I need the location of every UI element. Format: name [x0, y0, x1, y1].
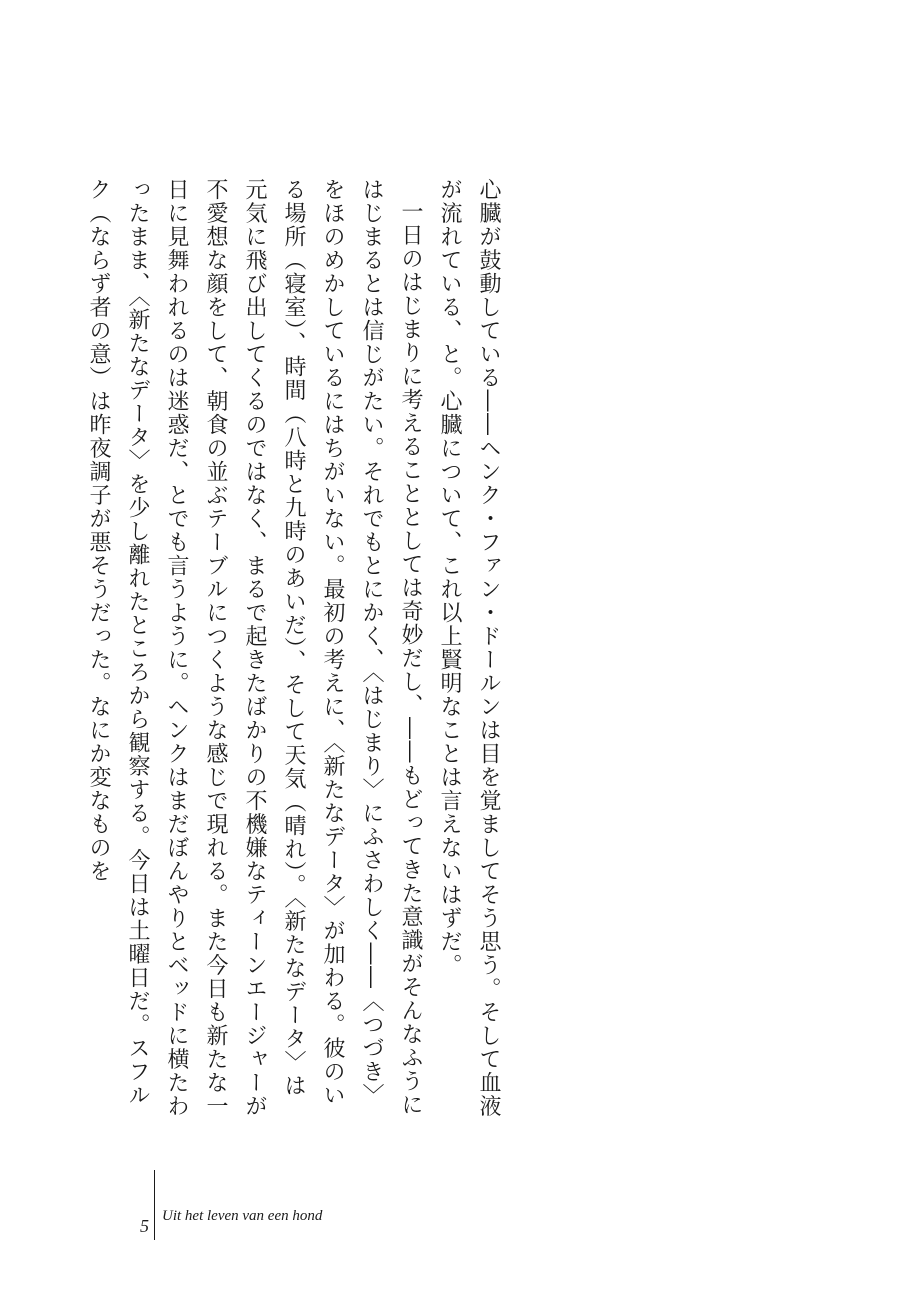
paragraph-1: 心臓が鼓動している――ヘンク・ファン・ドールンは目を覚ましてそう思う。そして血液が流れている、と。心臓について、これ以上賢明なことは言えないはずだ。 — [437, 178, 501, 1118]
page-number: 5 — [140, 1216, 149, 1236]
body-text — [86, 178, 508, 1118]
footer-rule — [154, 1170, 155, 1240]
paragraph-2: 一日のはじまりに考えることとしては奇妙だし、――もどってきた意識がそんなふうにはじまるとは信じがたい。それでもとにかく、〈はじまり〉にふさわしく――〈つづき〉をほのめかしているにはちがいない。最初の考えに、〈新たなデータ〉が加わる。彼のいる場所（寝室）、時間（八時と九時のあいだ）、そして天気（晴れ）。〈新たなデータ〉は元気に飛び出してくるのではなく、まるで起きたばかりの不機嫌なティーンエージャーが不愛想な顔をして、朝食の並ぶテーブルにつくような感じで現れる。また今日も新たな一日に見舞われるのは迷惑だ、とでも言うように。ヘンクはまだぼんやりとベッドに横たわったまま、〈新たなデータ〉を少し離れたところから観察する。今日は土曜日だ。スフルク（ならず者の意）は昨夜調子が悪そうだった。なにか変なものを — [86, 178, 423, 1118]
running-title: Uit het leven van een hond — [162, 1208, 323, 1224]
